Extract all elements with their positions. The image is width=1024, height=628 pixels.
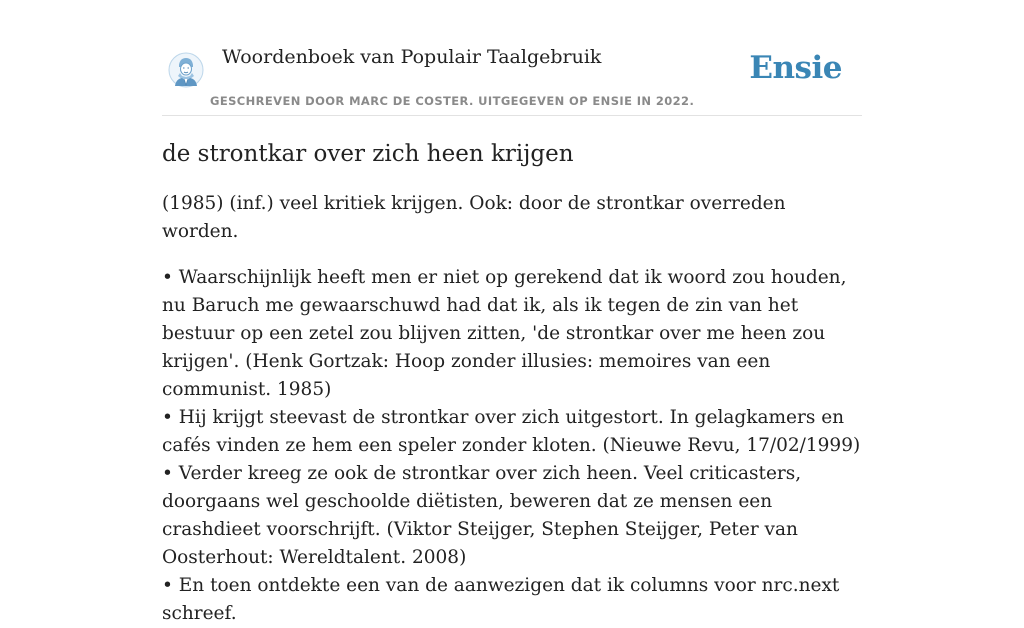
example-quote: • En toen ontdekte een van de aanwezigen dat ik columns voor nrc.next schreef. <box>162 575 840 624</box>
dictionary-header <box>162 38 862 116</box>
entry-title: de strontkar over zich heen krijgen <box>162 141 574 167</box>
example-list <box>162 264 862 628</box>
example-quote: • Hij krijgt steevast de strontkar over zich uitgestort. In gelagkamers en cafés vinden ze hem een speler zonder kloten. (Nieuwe Revu, 17/02/1999) <box>162 407 861 456</box>
example-quote: • Waarschijnlijk heeft men er niet op gerekend dat ik woord zou houden, nu Baruch me gewaarschuwd had dat ik, als ik tegen de zin van het bestuur op een zetel zou blijven zitten, 'de strontkar over me heen zou krijgen'. (Henk Gortzak: Hoop zonder illusies: memoires van een communist. 1985) <box>162 267 847 400</box>
author-byline: GESCHREVEN DOOR MARC DE COSTER. UITGEGEVEN OP ENSIE IN 2022. <box>210 94 695 108</box>
entry-definition: (1985) (inf.) veel kritiek krijgen. Ook: door de strontkar overreden worden. <box>162 193 786 242</box>
author-portrait-icon[interactable] <box>168 52 204 88</box>
example-quote: • Verder kreeg ze ook de strontkar over zich heen. Veel criticasters, doorgaans wel geschoolde diëtisten, beweren dat ze mensen een crashdieet voorschrijft. (Viktor Steijger, Stephen Steijger, Peter van Oosterhout: Wereldtalent. 2008) <box>162 463 802 568</box>
ensie-logo[interactable]: Ensie <box>749 50 842 86</box>
entry-content <box>162 138 862 628</box>
dictionary-title[interactable]: Woordenboek van Populair Taalgebruik <box>222 46 602 68</box>
